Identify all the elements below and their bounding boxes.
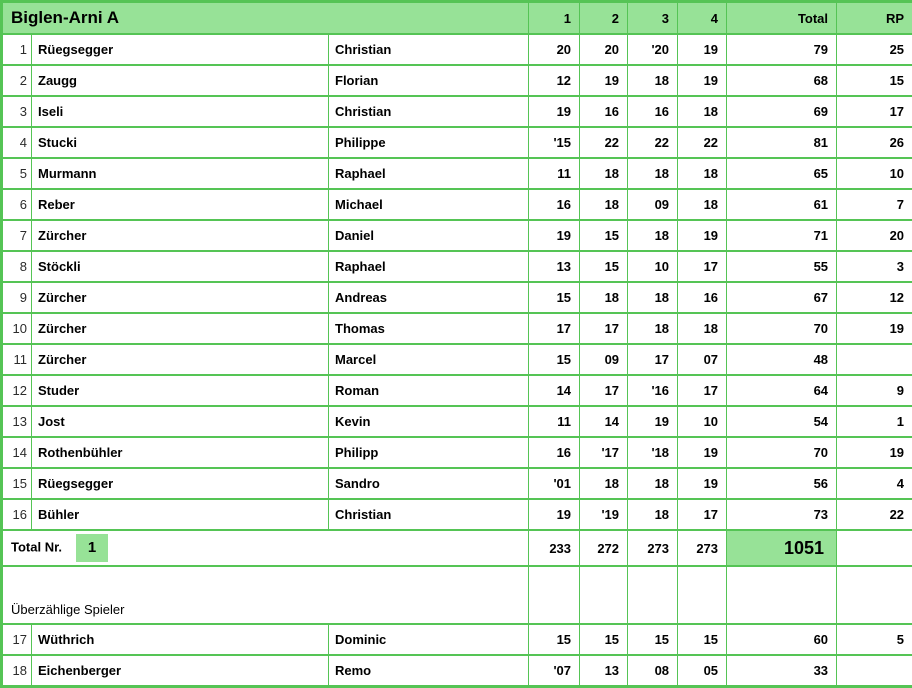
score-cell: 19 — [529, 499, 580, 530]
score-cell: 15 — [580, 220, 628, 251]
firstname-cell: Florian — [329, 65, 529, 96]
score-cell: 18 — [580, 189, 628, 220]
score-cell: 18 — [580, 468, 628, 499]
firstname-cell: Michael — [329, 189, 529, 220]
score-cell: 10 — [628, 251, 678, 282]
score-cell: 13 — [580, 655, 628, 687]
score-cell: 20 — [529, 34, 580, 65]
rp-cell: 3 — [837, 251, 912, 282]
firstname-cell: Roman — [329, 375, 529, 406]
rp-cell: 17 — [837, 96, 912, 127]
lastname-cell: Zürcher — [32, 313, 329, 344]
rp-cell — [837, 344, 912, 375]
score-cell: 18 — [678, 189, 727, 220]
total-cell: 55 — [727, 251, 837, 282]
player-row — [2, 127, 912, 158]
rp-cell — [837, 655, 912, 687]
score-cell: 18 — [580, 158, 628, 189]
lastname-cell: Zürcher — [32, 344, 329, 375]
total-cell: 61 — [727, 189, 837, 220]
total-cell: 79 — [727, 34, 837, 65]
round-2-header: 2 — [580, 2, 628, 35]
team-name: Biglen-Arni A — [2, 2, 529, 35]
score-cell: 07 — [678, 344, 727, 375]
score-cell: 16 — [580, 96, 628, 127]
rp-cell: 19 — [837, 313, 912, 344]
score-cell: 16 — [529, 437, 580, 468]
rank-cell: 18 — [2, 655, 32, 687]
total-label: Total Nr. — [11, 539, 62, 554]
lastname-cell: Stöckli — [32, 251, 329, 282]
score-cell: 18 — [628, 65, 678, 96]
rp-cell: 4 — [837, 468, 912, 499]
player-row — [2, 34, 912, 65]
lastname-cell: Zürcher — [32, 220, 329, 251]
lastname-cell: Iseli — [32, 96, 329, 127]
score-cell: 18 — [628, 220, 678, 251]
score-cell: 18 — [580, 282, 628, 313]
round-sum-cell: 272 — [580, 530, 628, 566]
extra-players-label: Überzählige Spieler — [2, 566, 529, 624]
rank-cell: 6 — [2, 189, 32, 220]
total-cell: 65 — [727, 158, 837, 189]
player-row — [2, 406, 912, 437]
score-cell: 17 — [678, 375, 727, 406]
firstname-cell: Christian — [329, 96, 529, 127]
firstname-cell: Sandro — [329, 468, 529, 499]
grand-total-cell: 1051 — [727, 530, 837, 566]
total-cell: 81 — [727, 127, 837, 158]
rp-cell: 7 — [837, 189, 912, 220]
rp-cell: 10 — [837, 158, 912, 189]
empty-cell — [727, 566, 837, 624]
score-cell: 22 — [678, 127, 727, 158]
score-cell: 19 — [580, 65, 628, 96]
score-cell: 16 — [529, 189, 580, 220]
score-cell: 19 — [678, 220, 727, 251]
score-cell: '17 — [580, 437, 628, 468]
lastname-cell: Eichenberger — [32, 655, 329, 687]
score-cell: '07 — [529, 655, 580, 687]
score-cell: 15 — [529, 282, 580, 313]
score-cell: 13 — [529, 251, 580, 282]
rp-cell: 12 — [837, 282, 912, 313]
rank-cell: 11 — [2, 344, 32, 375]
score-cell: 05 — [678, 655, 727, 687]
score-cell: 19 — [628, 406, 678, 437]
rank-cell: 1 — [2, 34, 32, 65]
rank-cell: 5 — [2, 158, 32, 189]
lastname-cell: Stucki — [32, 127, 329, 158]
total-cell: 73 — [727, 499, 837, 530]
rank-cell: 7 — [2, 220, 32, 251]
firstname-cell: Marcel — [329, 344, 529, 375]
lastname-cell: Reber — [32, 189, 329, 220]
team-number-badge: 1 — [76, 534, 108, 562]
score-cell: 09 — [580, 344, 628, 375]
lastname-cell: Zürcher — [32, 282, 329, 313]
table-header-row — [2, 2, 912, 35]
player-row — [2, 220, 912, 251]
player-row — [2, 624, 912, 655]
total-rp-cell — [837, 530, 912, 566]
total-cell: 67 — [727, 282, 837, 313]
score-cell: 10 — [678, 406, 727, 437]
rank-cell: 14 — [2, 437, 32, 468]
firstname-cell: Philipp — [329, 437, 529, 468]
score-cell: 16 — [678, 282, 727, 313]
score-cell: 17 — [678, 499, 727, 530]
score-cell: 17 — [580, 313, 628, 344]
player-row — [2, 65, 912, 96]
total-cell: 70 — [727, 313, 837, 344]
score-cell: 17 — [580, 375, 628, 406]
rp-cell: 22 — [837, 499, 912, 530]
rank-cell: 16 — [2, 499, 32, 530]
score-cell: 20 — [580, 34, 628, 65]
score-cell: 09 — [628, 189, 678, 220]
score-cell: 19 — [678, 34, 727, 65]
round-3-header: 3 — [628, 2, 678, 35]
score-cell: 11 — [529, 158, 580, 189]
score-cell: 17 — [529, 313, 580, 344]
player-row — [2, 282, 912, 313]
firstname-cell: Kevin — [329, 406, 529, 437]
score-cell: 19 — [678, 437, 727, 468]
total-cell: 69 — [727, 96, 837, 127]
player-row — [2, 344, 912, 375]
score-cell: 08 — [628, 655, 678, 687]
score-cell: 16 — [628, 96, 678, 127]
rank-cell: 15 — [2, 468, 32, 499]
rp-cell: 19 — [837, 437, 912, 468]
empty-cell — [678, 566, 727, 624]
total-cell: 71 — [727, 220, 837, 251]
score-cell: 19 — [678, 468, 727, 499]
player-row — [2, 251, 912, 282]
rank-cell: 10 — [2, 313, 32, 344]
player-row — [2, 437, 912, 468]
round-4-header: 4 — [678, 2, 727, 35]
rank-cell: 13 — [2, 406, 32, 437]
firstname-cell: Philippe — [329, 127, 529, 158]
lastname-cell: Jost — [32, 406, 329, 437]
score-cell: '19 — [580, 499, 628, 530]
score-cell: 19 — [529, 220, 580, 251]
score-cell: 17 — [678, 251, 727, 282]
firstname-cell: Remo — [329, 655, 529, 687]
player-row — [2, 499, 912, 530]
player-row — [2, 96, 912, 127]
score-cell: 15 — [529, 624, 580, 655]
player-row — [2, 375, 912, 406]
lastname-cell: Wüthrich — [32, 624, 329, 655]
score-cell: 18 — [628, 282, 678, 313]
total-label-cell — [2, 530, 529, 566]
score-cell: 14 — [580, 406, 628, 437]
player-row — [2, 655, 912, 687]
score-cell: 19 — [529, 96, 580, 127]
score-cell: 11 — [529, 406, 580, 437]
score-cell: 18 — [678, 313, 727, 344]
total-cell: 70 — [727, 437, 837, 468]
firstname-cell: Raphael — [329, 251, 529, 282]
score-cell: 19 — [678, 65, 727, 96]
score-cell: '15 — [529, 127, 580, 158]
firstname-cell: Andreas — [329, 282, 529, 313]
score-cell: '16 — [628, 375, 678, 406]
round-sum-cell: 233 — [529, 530, 580, 566]
score-cell: 22 — [580, 127, 628, 158]
round-1-header: 1 — [529, 2, 580, 35]
firstname-cell: Christian — [329, 34, 529, 65]
lastname-cell: Rüegsegger — [32, 34, 329, 65]
rp-cell: 9 — [837, 375, 912, 406]
rp-cell: 25 — [837, 34, 912, 65]
extra-players-section-row — [2, 566, 912, 624]
score-cell: '01 — [529, 468, 580, 499]
firstname-cell: Dominic — [329, 624, 529, 655]
rp-cell: 26 — [837, 127, 912, 158]
score-cell: 18 — [678, 96, 727, 127]
total-cell: 48 — [727, 344, 837, 375]
score-cell: 15 — [678, 624, 727, 655]
score-cell: 17 — [628, 344, 678, 375]
lastname-cell: Bühler — [32, 499, 329, 530]
total-cell: 56 — [727, 468, 837, 499]
rp-header: RP — [837, 2, 912, 35]
rank-cell: 2 — [2, 65, 32, 96]
total-cell: 54 — [727, 406, 837, 437]
total-cell: 68 — [727, 65, 837, 96]
score-cell: 18 — [628, 468, 678, 499]
score-cell: 18 — [628, 313, 678, 344]
player-row — [2, 189, 912, 220]
empty-cell — [837, 566, 912, 624]
lastname-cell: Murmann — [32, 158, 329, 189]
rank-cell: 17 — [2, 624, 32, 655]
score-cell: 18 — [628, 158, 678, 189]
score-cell: 22 — [628, 127, 678, 158]
rank-cell: 9 — [2, 282, 32, 313]
total-cell: 64 — [727, 375, 837, 406]
score-cell: 15 — [628, 624, 678, 655]
firstname-cell: Christian — [329, 499, 529, 530]
score-cell: 15 — [580, 624, 628, 655]
round-sum-cell: 273 — [628, 530, 678, 566]
empty-cell — [580, 566, 628, 624]
lastname-cell: Studer — [32, 375, 329, 406]
firstname-cell: Raphael — [329, 158, 529, 189]
team-total-row — [2, 530, 912, 566]
lastname-cell: Rothenbühler — [32, 437, 329, 468]
rank-cell: 4 — [2, 127, 32, 158]
firstname-cell: Thomas — [329, 313, 529, 344]
rank-cell: 12 — [2, 375, 32, 406]
player-row — [2, 468, 912, 499]
score-cell: 15 — [580, 251, 628, 282]
rank-cell: 8 — [2, 251, 32, 282]
rp-cell: 15 — [837, 65, 912, 96]
score-cell: '20 — [628, 34, 678, 65]
rp-cell: 20 — [837, 220, 912, 251]
total-cell: 60 — [727, 624, 837, 655]
score-cell: 18 — [678, 158, 727, 189]
lastname-cell: Zaugg — [32, 65, 329, 96]
rank-cell: 3 — [2, 96, 32, 127]
empty-cell — [628, 566, 678, 624]
round-sum-cell: 273 — [678, 530, 727, 566]
firstname-cell: Daniel — [329, 220, 529, 251]
player-row — [2, 313, 912, 344]
score-cell: '18 — [628, 437, 678, 468]
total-header: Total — [727, 2, 837, 35]
empty-cell — [529, 566, 580, 624]
score-cell: 18 — [628, 499, 678, 530]
rp-cell: 5 — [837, 624, 912, 655]
rp-cell: 1 — [837, 406, 912, 437]
player-row — [2, 158, 912, 189]
total-cell: 33 — [727, 655, 837, 687]
lastname-cell: Rüegsegger — [32, 468, 329, 499]
score-cell: 12 — [529, 65, 580, 96]
score-cell: 15 — [529, 344, 580, 375]
score-cell: 14 — [529, 375, 580, 406]
